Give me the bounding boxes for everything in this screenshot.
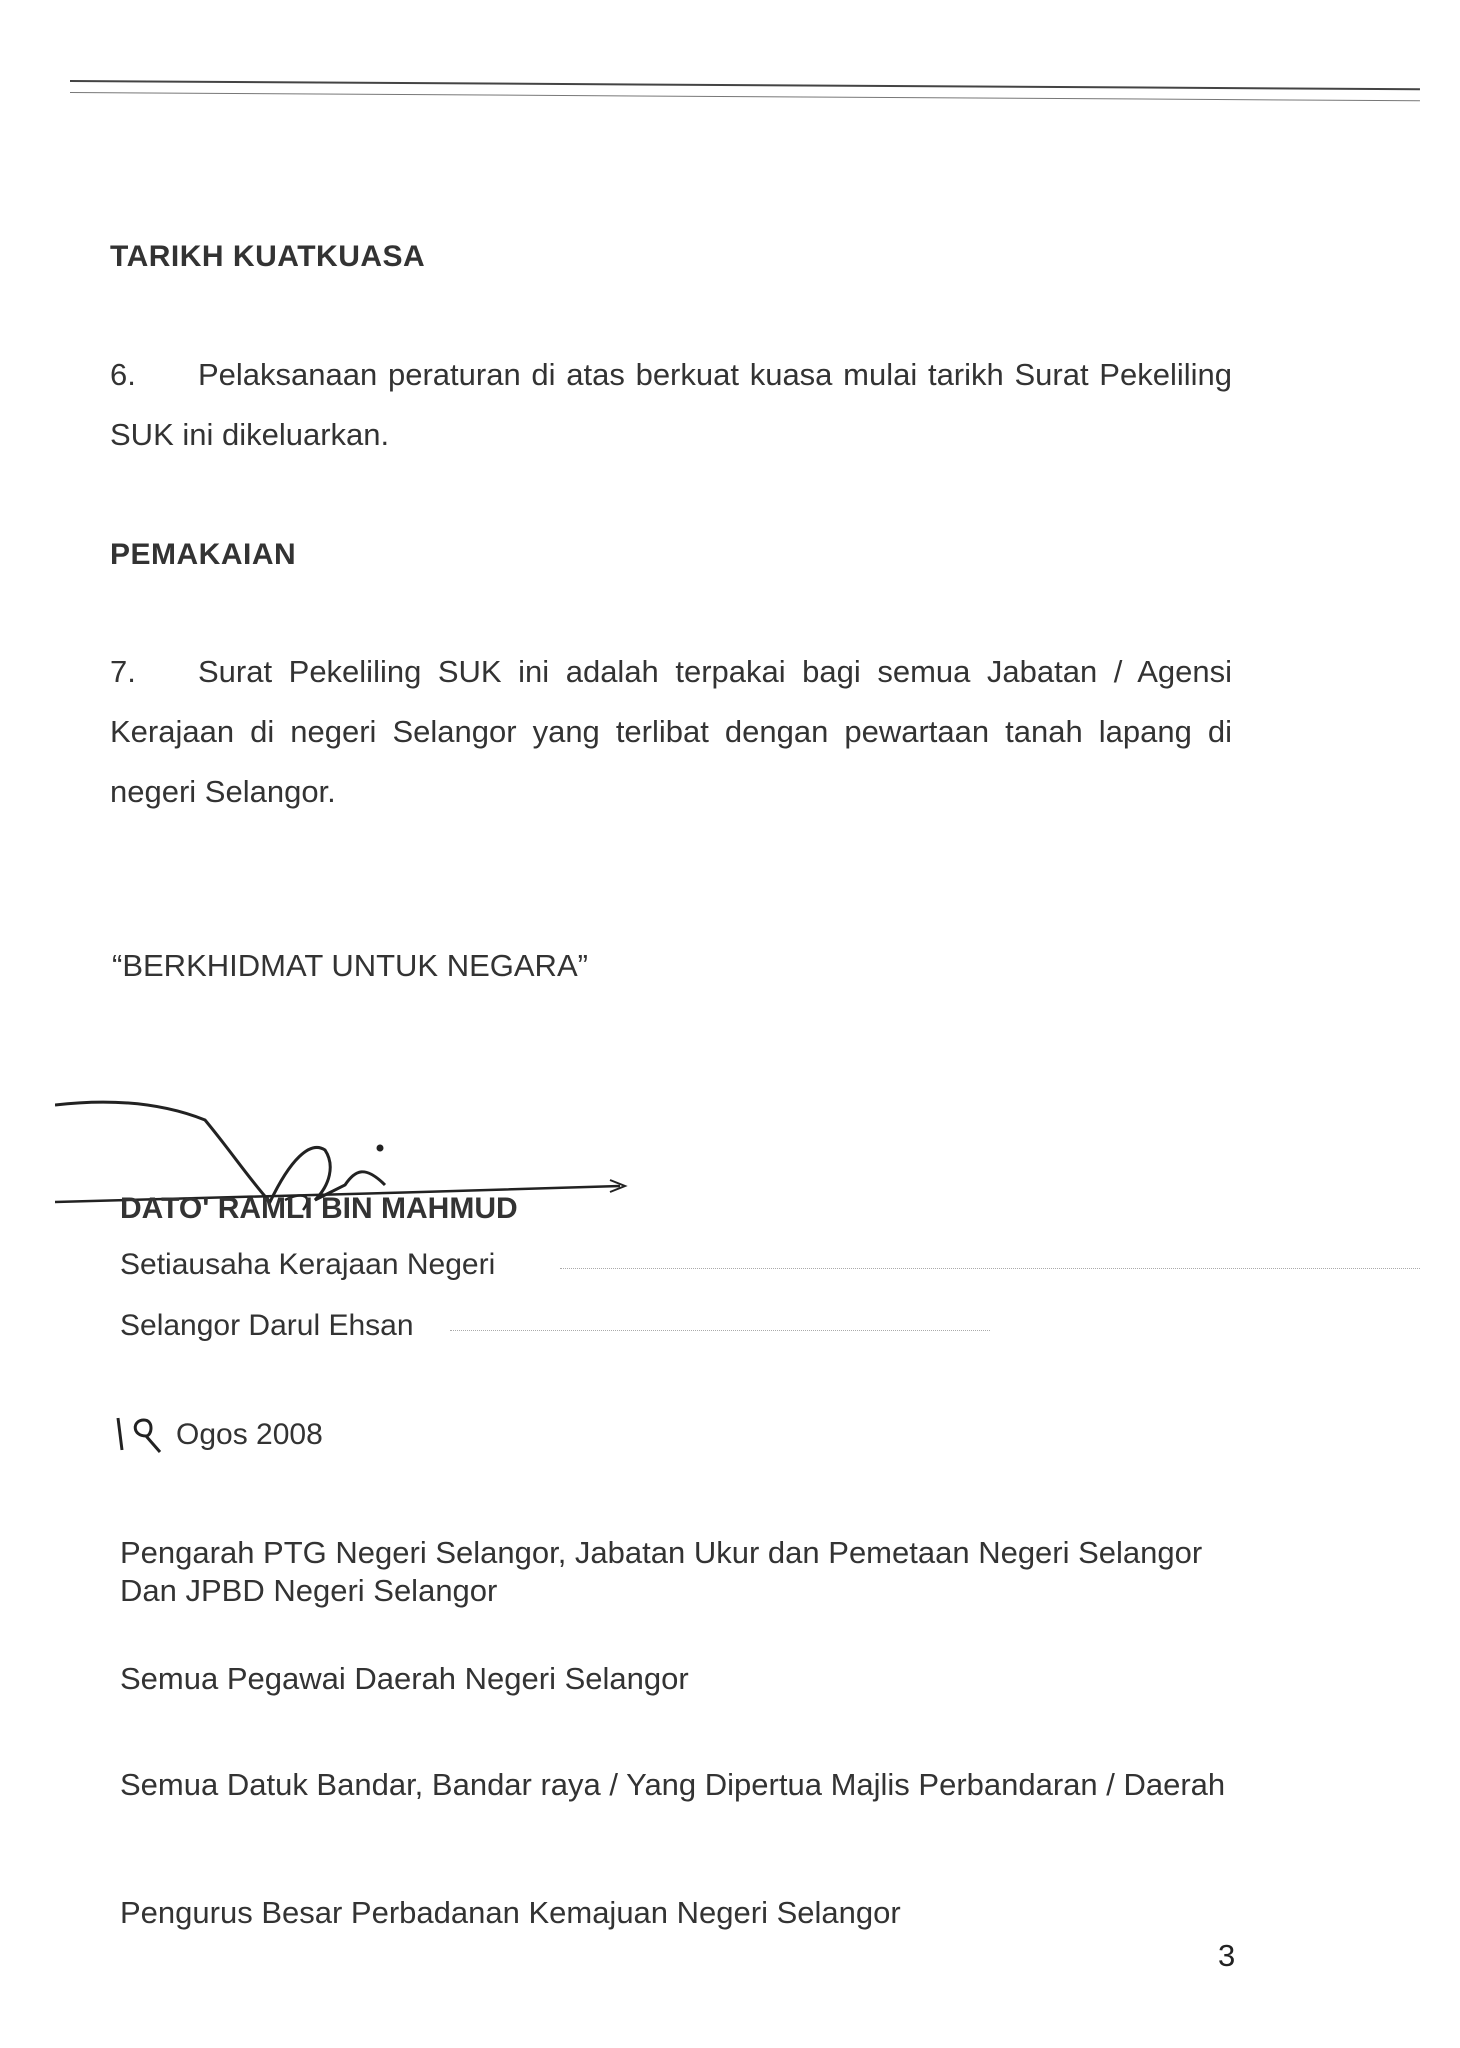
date-month-year: Ogos 2008	[176, 1418, 323, 1451]
paragraph-7-text: Surat Pekeliling SUK ini adalah terpakai bagi semua Jabatan / Agensi Kerajaan di negeri Selangor yang terlibat dengan pewartaan tanah lapang di negeri Selangor.	[110, 654, 1232, 809]
distribution-item-3: Semua Datuk Bandar, Bandar raya / Yang Dipertua Majlis Perbandaran / Daerah	[120, 1767, 1226, 1802]
motto: “BERKHIDMAT UNTUK NEGARA”	[112, 948, 588, 983]
signatory-title-line1: Setiausaha Kerajaan Negeri	[120, 1248, 496, 1281]
paragraph-6-number: 6.	[110, 357, 136, 392]
distribution-item-2: Semua Pegawai Daerah Negeri Selangor	[120, 1661, 689, 1696]
heading-effective-date: TARIKH KUATKUASA	[110, 240, 426, 273]
paragraph-6-text: Pelaksanaan peraturan di atas berkuat kuasa mulai tarikh Surat Pekeliling SUK ini dikeluarkan.	[110, 357, 1232, 452]
paragraph-7-number: 7.	[110, 654, 136, 689]
header-rule-top	[70, 80, 1420, 90]
heading-usage: PEMAKAIAN	[110, 538, 297, 571]
handwritten-day	[112, 1412, 164, 1456]
scan-noise	[450, 1330, 990, 1331]
signatory-title-line2: Selangor Darul Ehsan	[120, 1309, 414, 1342]
paragraph-7	[110, 642, 1232, 822]
signatory-name: DATO' RAMLI BIN MAHMUD	[120, 1192, 518, 1225]
scan-noise	[560, 1268, 1420, 1269]
paragraph-6	[110, 345, 1232, 465]
distribution-item-1: Pengarah PTG Negeri Selangor, Jabatan Ukur dan Pemetaan Negeri Selangor Dan JPBD Negeri Selangor	[120, 1535, 1203, 1608]
page-number: 3	[1218, 1938, 1236, 1973]
header-rule-bottom	[70, 92, 1420, 101]
distribution-item-4: Pengurus Besar Perbadanan Kemajuan Negeri Selangor	[120, 1895, 901, 1930]
